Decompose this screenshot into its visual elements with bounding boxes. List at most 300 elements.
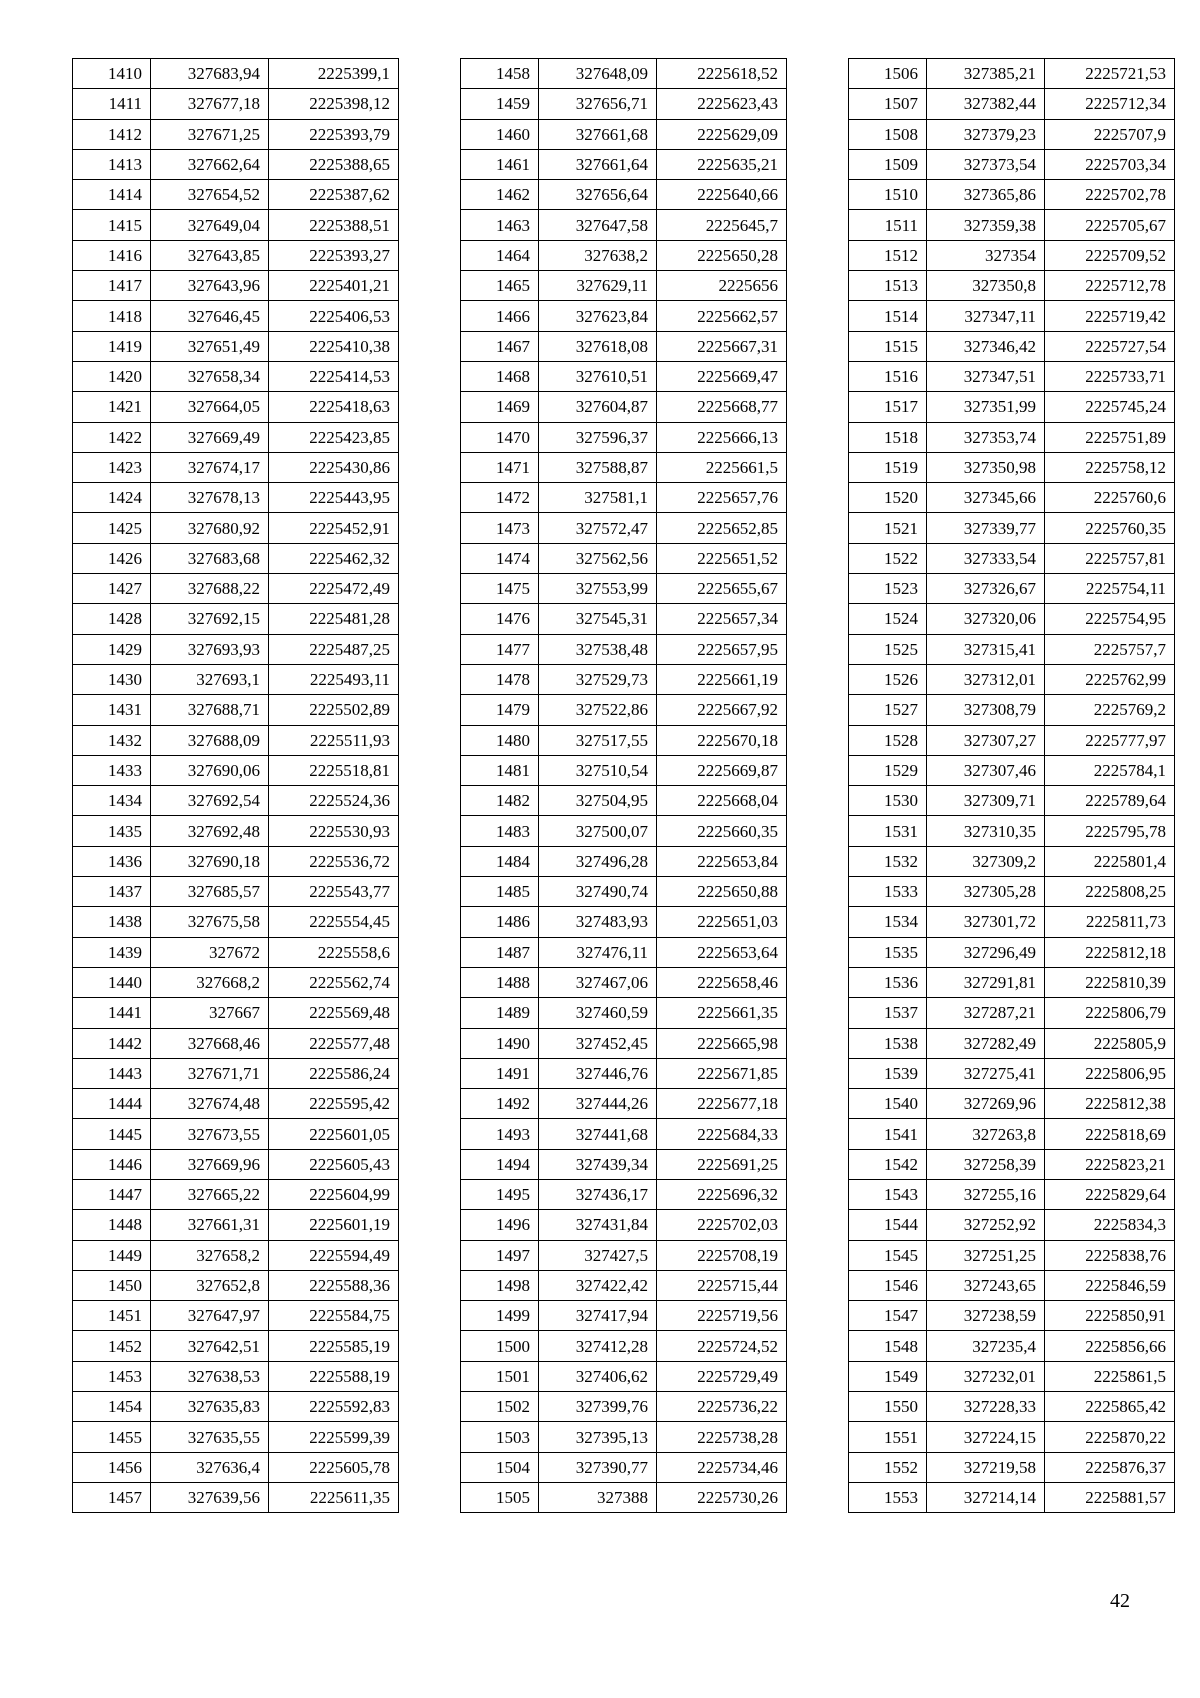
table-row <box>461 1028 787 1058</box>
point-number-cell: 1509 <box>849 149 927 179</box>
x-coordinate-cell: 327452,45 <box>539 1028 657 1058</box>
point-number-cell: 1544 <box>849 1210 927 1240</box>
y-coordinate-cell: 2225611,35 <box>269 1482 399 1512</box>
table-row <box>461 1482 787 1512</box>
table-row <box>73 1149 399 1179</box>
x-coordinate-cell: 327677,18 <box>151 89 269 119</box>
table-row <box>461 119 787 149</box>
y-coordinate-cell: 2225702,78 <box>1045 180 1175 210</box>
y-coordinate-cell: 2225604,99 <box>269 1179 399 1209</box>
x-coordinate-cell: 327490,74 <box>539 877 657 907</box>
point-number-cell: 1468 <box>461 361 539 391</box>
point-number-cell: 1538 <box>849 1028 927 1058</box>
y-coordinate-cell: 2225760,6 <box>1045 483 1175 513</box>
point-number-cell: 1483 <box>461 816 539 846</box>
x-coordinate-cell: 327662,64 <box>151 149 269 179</box>
x-coordinate-cell: 327504,95 <box>539 786 657 816</box>
y-coordinate-cell: 2225719,42 <box>1045 301 1175 331</box>
point-number-cell: 1552 <box>849 1452 927 1482</box>
point-number-cell: 1447 <box>73 1179 151 1209</box>
y-coordinate-cell: 2225595,42 <box>269 1089 399 1119</box>
x-coordinate-cell: 327224,15 <box>927 1422 1045 1452</box>
y-coordinate-cell: 2225406,53 <box>269 301 399 331</box>
x-coordinate-cell: 327308,79 <box>927 695 1045 725</box>
table-row <box>73 240 399 270</box>
y-coordinate-cell: 2225795,78 <box>1045 816 1175 846</box>
table-row <box>849 725 1175 755</box>
x-coordinate-cell: 327301,72 <box>927 907 1045 937</box>
table-row <box>461 967 787 997</box>
table-row <box>849 1301 1175 1331</box>
table-row <box>73 1270 399 1300</box>
y-coordinate-cell: 2225493,11 <box>269 664 399 694</box>
y-coordinate-cell: 2225811,73 <box>1045 907 1175 937</box>
point-number-cell: 1505 <box>461 1482 539 1512</box>
point-number-cell: 1514 <box>849 301 927 331</box>
y-coordinate-cell: 2225430,86 <box>269 452 399 482</box>
y-coordinate-cell: 2225789,64 <box>1045 786 1175 816</box>
y-coordinate-cell: 2225806,95 <box>1045 1058 1175 1088</box>
x-coordinate-cell: 327636,4 <box>151 1452 269 1482</box>
table-row <box>849 89 1175 119</box>
point-number-cell: 1453 <box>73 1361 151 1391</box>
y-coordinate-cell: 2225586,24 <box>269 1058 399 1088</box>
table-row <box>73 725 399 755</box>
table-row <box>73 149 399 179</box>
table-row <box>461 392 787 422</box>
table-row <box>849 180 1175 210</box>
point-number-cell: 1426 <box>73 543 151 573</box>
point-number-cell: 1496 <box>461 1210 539 1240</box>
point-number-cell: 1502 <box>461 1392 539 1422</box>
point-number-cell: 1500 <box>461 1331 539 1361</box>
point-number-cell: 1464 <box>461 240 539 270</box>
y-coordinate-cell: 2225801,4 <box>1045 846 1175 876</box>
y-coordinate-cell: 2225671,85 <box>657 1058 787 1088</box>
point-number-cell: 1543 <box>849 1179 927 1209</box>
point-number-cell: 1460 <box>461 119 539 149</box>
x-coordinate-cell: 327399,76 <box>539 1392 657 1422</box>
table-row <box>849 574 1175 604</box>
table-row <box>461 271 787 301</box>
x-coordinate-cell: 327232,01 <box>927 1361 1045 1391</box>
y-coordinate-cell: 2225760,35 <box>1045 513 1175 543</box>
table-row <box>461 1179 787 1209</box>
y-coordinate-cell: 2225667,31 <box>657 331 787 361</box>
table-row <box>73 543 399 573</box>
y-coordinate-cell: 2225588,36 <box>269 1270 399 1300</box>
point-number-cell: 1459 <box>461 89 539 119</box>
x-coordinate-cell: 327674,17 <box>151 452 269 482</box>
point-number-cell: 1424 <box>73 483 151 513</box>
x-coordinate-cell: 327228,33 <box>927 1392 1045 1422</box>
table-row <box>461 422 787 452</box>
point-number-cell: 1547 <box>849 1301 927 1331</box>
point-number-cell: 1548 <box>849 1331 927 1361</box>
y-coordinate-cell: 2225729,49 <box>657 1361 787 1391</box>
table-row <box>461 664 787 694</box>
table-row <box>73 59 399 89</box>
point-number-cell: 1450 <box>73 1270 151 1300</box>
point-number-cell: 1411 <box>73 89 151 119</box>
x-coordinate-cell: 327651,49 <box>151 331 269 361</box>
y-coordinate-cell: 2225745,24 <box>1045 392 1175 422</box>
table-row <box>849 1422 1175 1452</box>
y-coordinate-cell: 2225657,76 <box>657 483 787 513</box>
y-coordinate-cell: 2225653,64 <box>657 937 787 967</box>
y-coordinate-cell: 2225569,48 <box>269 998 399 1028</box>
point-number-cell: 1490 <box>461 1028 539 1058</box>
x-coordinate-cell: 327638,53 <box>151 1361 269 1391</box>
point-number-cell: 1550 <box>849 1392 927 1422</box>
point-number-cell: 1537 <box>849 998 927 1028</box>
x-coordinate-cell: 327252,92 <box>927 1210 1045 1240</box>
point-number-cell: 1419 <box>73 331 151 361</box>
y-coordinate-cell: 2225684,33 <box>657 1119 787 1149</box>
table-row <box>73 695 399 725</box>
point-number-cell: 1479 <box>461 695 539 725</box>
point-number-cell: 1410 <box>73 59 151 89</box>
point-number-cell: 1474 <box>461 543 539 573</box>
point-number-cell: 1484 <box>461 846 539 876</box>
x-coordinate-cell: 327635,55 <box>151 1422 269 1452</box>
point-number-cell: 1503 <box>461 1422 539 1452</box>
y-coordinate-cell: 2225635,21 <box>657 149 787 179</box>
x-coordinate-cell: 327639,56 <box>151 1482 269 1512</box>
y-coordinate-cell: 2225703,34 <box>1045 149 1175 179</box>
x-coordinate-cell: 327310,35 <box>927 816 1045 846</box>
table-row <box>73 967 399 997</box>
table-row <box>461 877 787 907</box>
point-number-cell: 1467 <box>461 331 539 361</box>
y-coordinate-cell: 2225592,83 <box>269 1392 399 1422</box>
x-coordinate-cell: 327483,93 <box>539 907 657 937</box>
x-coordinate-cell: 327385,21 <box>927 59 1045 89</box>
point-number-cell: 1470 <box>461 422 539 452</box>
y-coordinate-cell: 2225666,13 <box>657 422 787 452</box>
point-number-cell: 1520 <box>849 483 927 513</box>
table-row <box>461 755 787 785</box>
point-number-cell: 1481 <box>461 755 539 785</box>
table-row <box>461 1089 787 1119</box>
x-coordinate-cell: 327667 <box>151 998 269 1028</box>
y-coordinate-cell: 2225653,84 <box>657 846 787 876</box>
y-coordinate-cell: 2225662,57 <box>657 301 787 331</box>
table-row <box>73 210 399 240</box>
table-row <box>461 301 787 331</box>
x-coordinate-cell: 327572,47 <box>539 513 657 543</box>
point-number-cell: 1492 <box>461 1089 539 1119</box>
table-row <box>461 361 787 391</box>
point-number-cell: 1430 <box>73 664 151 694</box>
table-row <box>73 1301 399 1331</box>
point-number-cell: 1536 <box>849 967 927 997</box>
x-coordinate-cell: 327467,06 <box>539 967 657 997</box>
x-coordinate-cell: 327529,73 <box>539 664 657 694</box>
y-coordinate-cell: 2225865,42 <box>1045 1392 1175 1422</box>
point-number-cell: 1476 <box>461 604 539 634</box>
table-row <box>461 543 787 573</box>
table-row <box>73 1452 399 1482</box>
table-row <box>461 149 787 179</box>
y-coordinate-cell: 2225691,25 <box>657 1149 787 1179</box>
x-coordinate-cell: 327661,31 <box>151 1210 269 1240</box>
table-row <box>849 513 1175 543</box>
table-row <box>849 1331 1175 1361</box>
point-number-cell: 1501 <box>461 1361 539 1391</box>
y-coordinate-cell: 2225724,52 <box>657 1331 787 1361</box>
point-number-cell: 1506 <box>849 59 927 89</box>
y-coordinate-cell: 2225472,49 <box>269 574 399 604</box>
y-coordinate-cell: 2225650,28 <box>657 240 787 270</box>
table-row <box>849 543 1175 573</box>
x-coordinate-cell: 327553,99 <box>539 574 657 604</box>
coordinates-table-3 <box>848 58 1175 1513</box>
y-coordinate-cell: 2225601,19 <box>269 1210 399 1240</box>
table-row <box>849 998 1175 1028</box>
y-coordinate-cell: 2225754,95 <box>1045 604 1175 634</box>
x-coordinate-cell: 327610,51 <box>539 361 657 391</box>
y-coordinate-cell: 2225861,5 <box>1045 1361 1175 1391</box>
point-number-cell: 1511 <box>849 210 927 240</box>
y-coordinate-cell: 2225601,05 <box>269 1119 399 1149</box>
x-coordinate-cell: 327315,41 <box>927 634 1045 664</box>
point-number-cell: 1510 <box>849 180 927 210</box>
point-number-cell: 1528 <box>849 725 927 755</box>
y-coordinate-cell: 2225398,12 <box>269 89 399 119</box>
table-row <box>461 331 787 361</box>
y-coordinate-cell: 2225696,32 <box>657 1179 787 1209</box>
point-number-cell: 1444 <box>73 1089 151 1119</box>
y-coordinate-cell: 2225655,67 <box>657 574 787 604</box>
table-row <box>461 574 787 604</box>
y-coordinate-cell: 2225812,18 <box>1045 937 1175 967</box>
table-row <box>73 1089 399 1119</box>
point-number-cell: 1485 <box>461 877 539 907</box>
x-coordinate-cell: 327390,77 <box>539 1452 657 1482</box>
y-coordinate-cell: 2225605,43 <box>269 1149 399 1179</box>
table-row <box>461 1392 787 1422</box>
y-coordinate-cell: 2225670,18 <box>657 725 787 755</box>
point-number-cell: 1519 <box>849 452 927 482</box>
y-coordinate-cell: 2225387,62 <box>269 180 399 210</box>
y-coordinate-cell: 2225640,66 <box>657 180 787 210</box>
table-row <box>73 786 399 816</box>
table-row <box>461 816 787 846</box>
point-number-cell: 1452 <box>73 1331 151 1361</box>
point-number-cell: 1413 <box>73 149 151 179</box>
x-coordinate-cell: 327646,45 <box>151 301 269 331</box>
point-number-cell: 1449 <box>73 1240 151 1270</box>
table-row <box>849 1240 1175 1270</box>
x-coordinate-cell: 327382,44 <box>927 89 1045 119</box>
y-coordinate-cell: 2225414,53 <box>269 361 399 391</box>
table-row <box>849 361 1175 391</box>
point-number-cell: 1416 <box>73 240 151 270</box>
y-coordinate-cell: 2225588,19 <box>269 1361 399 1391</box>
table-row <box>73 180 399 210</box>
point-number-cell: 1439 <box>73 937 151 967</box>
point-number-cell: 1462 <box>461 180 539 210</box>
point-number-cell: 1493 <box>461 1119 539 1149</box>
y-coordinate-cell: 2225393,27 <box>269 240 399 270</box>
x-coordinate-cell: 327263,8 <box>927 1119 1045 1149</box>
x-coordinate-cell: 327538,48 <box>539 634 657 664</box>
x-coordinate-cell: 327629,11 <box>539 271 657 301</box>
table-row <box>461 180 787 210</box>
table-row <box>849 1452 1175 1482</box>
table-row <box>73 1331 399 1361</box>
x-coordinate-cell: 327345,66 <box>927 483 1045 513</box>
x-coordinate-cell: 327339,77 <box>927 513 1045 543</box>
table-row <box>73 392 399 422</box>
point-number-cell: 1472 <box>461 483 539 513</box>
table-row <box>461 1331 787 1361</box>
point-number-cell: 1425 <box>73 513 151 543</box>
y-coordinate-cell: 2225530,93 <box>269 816 399 846</box>
x-coordinate-cell: 327688,09 <box>151 725 269 755</box>
x-coordinate-cell: 327251,25 <box>927 1240 1045 1270</box>
y-coordinate-cell: 2225502,89 <box>269 695 399 725</box>
point-number-cell: 1513 <box>849 271 927 301</box>
x-coordinate-cell: 327351,99 <box>927 392 1045 422</box>
x-coordinate-cell: 327562,56 <box>539 543 657 573</box>
y-coordinate-cell: 2225805,9 <box>1045 1028 1175 1058</box>
y-coordinate-cell: 2225784,1 <box>1045 755 1175 785</box>
x-coordinate-cell: 327649,04 <box>151 210 269 240</box>
point-number-cell: 1482 <box>461 786 539 816</box>
x-coordinate-cell: 327665,22 <box>151 1179 269 1209</box>
point-number-cell: 1441 <box>73 998 151 1028</box>
point-number-cell: 1458 <box>461 59 539 89</box>
x-coordinate-cell: 327517,55 <box>539 725 657 755</box>
point-number-cell: 1473 <box>461 513 539 543</box>
point-number-cell: 1440 <box>73 967 151 997</box>
table-row <box>73 846 399 876</box>
x-coordinate-cell: 327439,34 <box>539 1149 657 1179</box>
y-coordinate-cell: 2225669,47 <box>657 361 787 391</box>
y-coordinate-cell: 2225629,09 <box>657 119 787 149</box>
table-row <box>849 877 1175 907</box>
table-row <box>849 210 1175 240</box>
table-row <box>73 604 399 634</box>
point-number-cell: 1516 <box>849 361 927 391</box>
table-row <box>461 1149 787 1179</box>
y-coordinate-cell: 2225751,89 <box>1045 422 1175 452</box>
table-row <box>461 1240 787 1270</box>
x-coordinate-cell: 327287,21 <box>927 998 1045 1028</box>
point-number-cell: 1418 <box>73 301 151 331</box>
point-number-cell: 1512 <box>849 240 927 270</box>
point-number-cell: 1551 <box>849 1422 927 1452</box>
x-coordinate-cell: 327309,2 <box>927 846 1045 876</box>
y-coordinate-cell: 2225707,9 <box>1045 119 1175 149</box>
y-coordinate-cell: 2225401,21 <box>269 271 399 301</box>
point-number-cell: 1533 <box>849 877 927 907</box>
point-number-cell: 1428 <box>73 604 151 634</box>
table-row <box>73 574 399 604</box>
point-number-cell: 1540 <box>849 1089 927 1119</box>
point-number-cell: 1546 <box>849 1270 927 1300</box>
table-row <box>73 422 399 452</box>
x-coordinate-cell: 327269,96 <box>927 1089 1045 1119</box>
table-row <box>73 301 399 331</box>
y-coordinate-cell: 2225657,34 <box>657 604 787 634</box>
point-number-cell: 1443 <box>73 1058 151 1088</box>
point-number-cell: 1526 <box>849 664 927 694</box>
table-row <box>73 998 399 1028</box>
y-coordinate-cell: 2225665,98 <box>657 1028 787 1058</box>
y-coordinate-cell: 2225881,57 <box>1045 1482 1175 1512</box>
table-row <box>73 1361 399 1391</box>
point-number-cell: 1504 <box>461 1452 539 1482</box>
x-coordinate-cell: 327436,17 <box>539 1179 657 1209</box>
x-coordinate-cell: 327693,1 <box>151 664 269 694</box>
table-row <box>461 634 787 664</box>
x-coordinate-cell: 327675,58 <box>151 907 269 937</box>
point-number-cell: 1414 <box>73 180 151 210</box>
x-coordinate-cell: 327219,58 <box>927 1452 1045 1482</box>
table-row <box>73 89 399 119</box>
point-number-cell: 1445 <box>73 1119 151 1149</box>
table-row <box>849 816 1175 846</box>
x-coordinate-cell: 327427,5 <box>539 1240 657 1270</box>
table-row <box>849 301 1175 331</box>
table-row <box>461 786 787 816</box>
y-coordinate-cell: 2225736,22 <box>657 1392 787 1422</box>
table-row <box>73 361 399 391</box>
y-coordinate-cell: 2225806,79 <box>1045 998 1175 1028</box>
x-coordinate-cell: 327685,57 <box>151 877 269 907</box>
x-coordinate-cell: 327347,11 <box>927 301 1045 331</box>
point-number-cell: 1442 <box>73 1028 151 1058</box>
table-row <box>73 664 399 694</box>
x-coordinate-cell: 327441,68 <box>539 1119 657 1149</box>
x-coordinate-cell: 327476,11 <box>539 937 657 967</box>
y-coordinate-cell: 2225487,25 <box>269 634 399 664</box>
y-coordinate-cell: 2225712,78 <box>1045 271 1175 301</box>
point-number-cell: 1420 <box>73 361 151 391</box>
table-row <box>849 604 1175 634</box>
x-coordinate-cell: 327444,26 <box>539 1089 657 1119</box>
x-coordinate-cell: 327373,54 <box>927 149 1045 179</box>
x-coordinate-cell: 327446,76 <box>539 1058 657 1088</box>
y-coordinate-cell: 2225758,12 <box>1045 452 1175 482</box>
x-coordinate-cell: 327275,41 <box>927 1058 1045 1088</box>
y-coordinate-cell: 2225661,19 <box>657 664 787 694</box>
y-coordinate-cell: 2225585,19 <box>269 1331 399 1361</box>
point-number-cell: 1524 <box>849 604 927 634</box>
table-row <box>73 1482 399 1512</box>
table-row <box>849 1392 1175 1422</box>
x-coordinate-cell: 327522,86 <box>539 695 657 725</box>
x-coordinate-cell: 327692,54 <box>151 786 269 816</box>
y-coordinate-cell: 2225829,64 <box>1045 1179 1175 1209</box>
point-number-cell: 1498 <box>461 1270 539 1300</box>
point-number-cell: 1475 <box>461 574 539 604</box>
x-coordinate-cell: 327395,13 <box>539 1422 657 1452</box>
table-row <box>849 483 1175 513</box>
point-number-cell: 1507 <box>849 89 927 119</box>
table-row <box>461 1058 787 1088</box>
x-coordinate-cell: 327647,58 <box>539 210 657 240</box>
table-row <box>849 1361 1175 1391</box>
point-number-cell: 1494 <box>461 1149 539 1179</box>
x-coordinate-cell: 327658,34 <box>151 361 269 391</box>
table-row <box>849 392 1175 422</box>
x-coordinate-cell: 327431,84 <box>539 1210 657 1240</box>
point-number-cell: 1415 <box>73 210 151 240</box>
